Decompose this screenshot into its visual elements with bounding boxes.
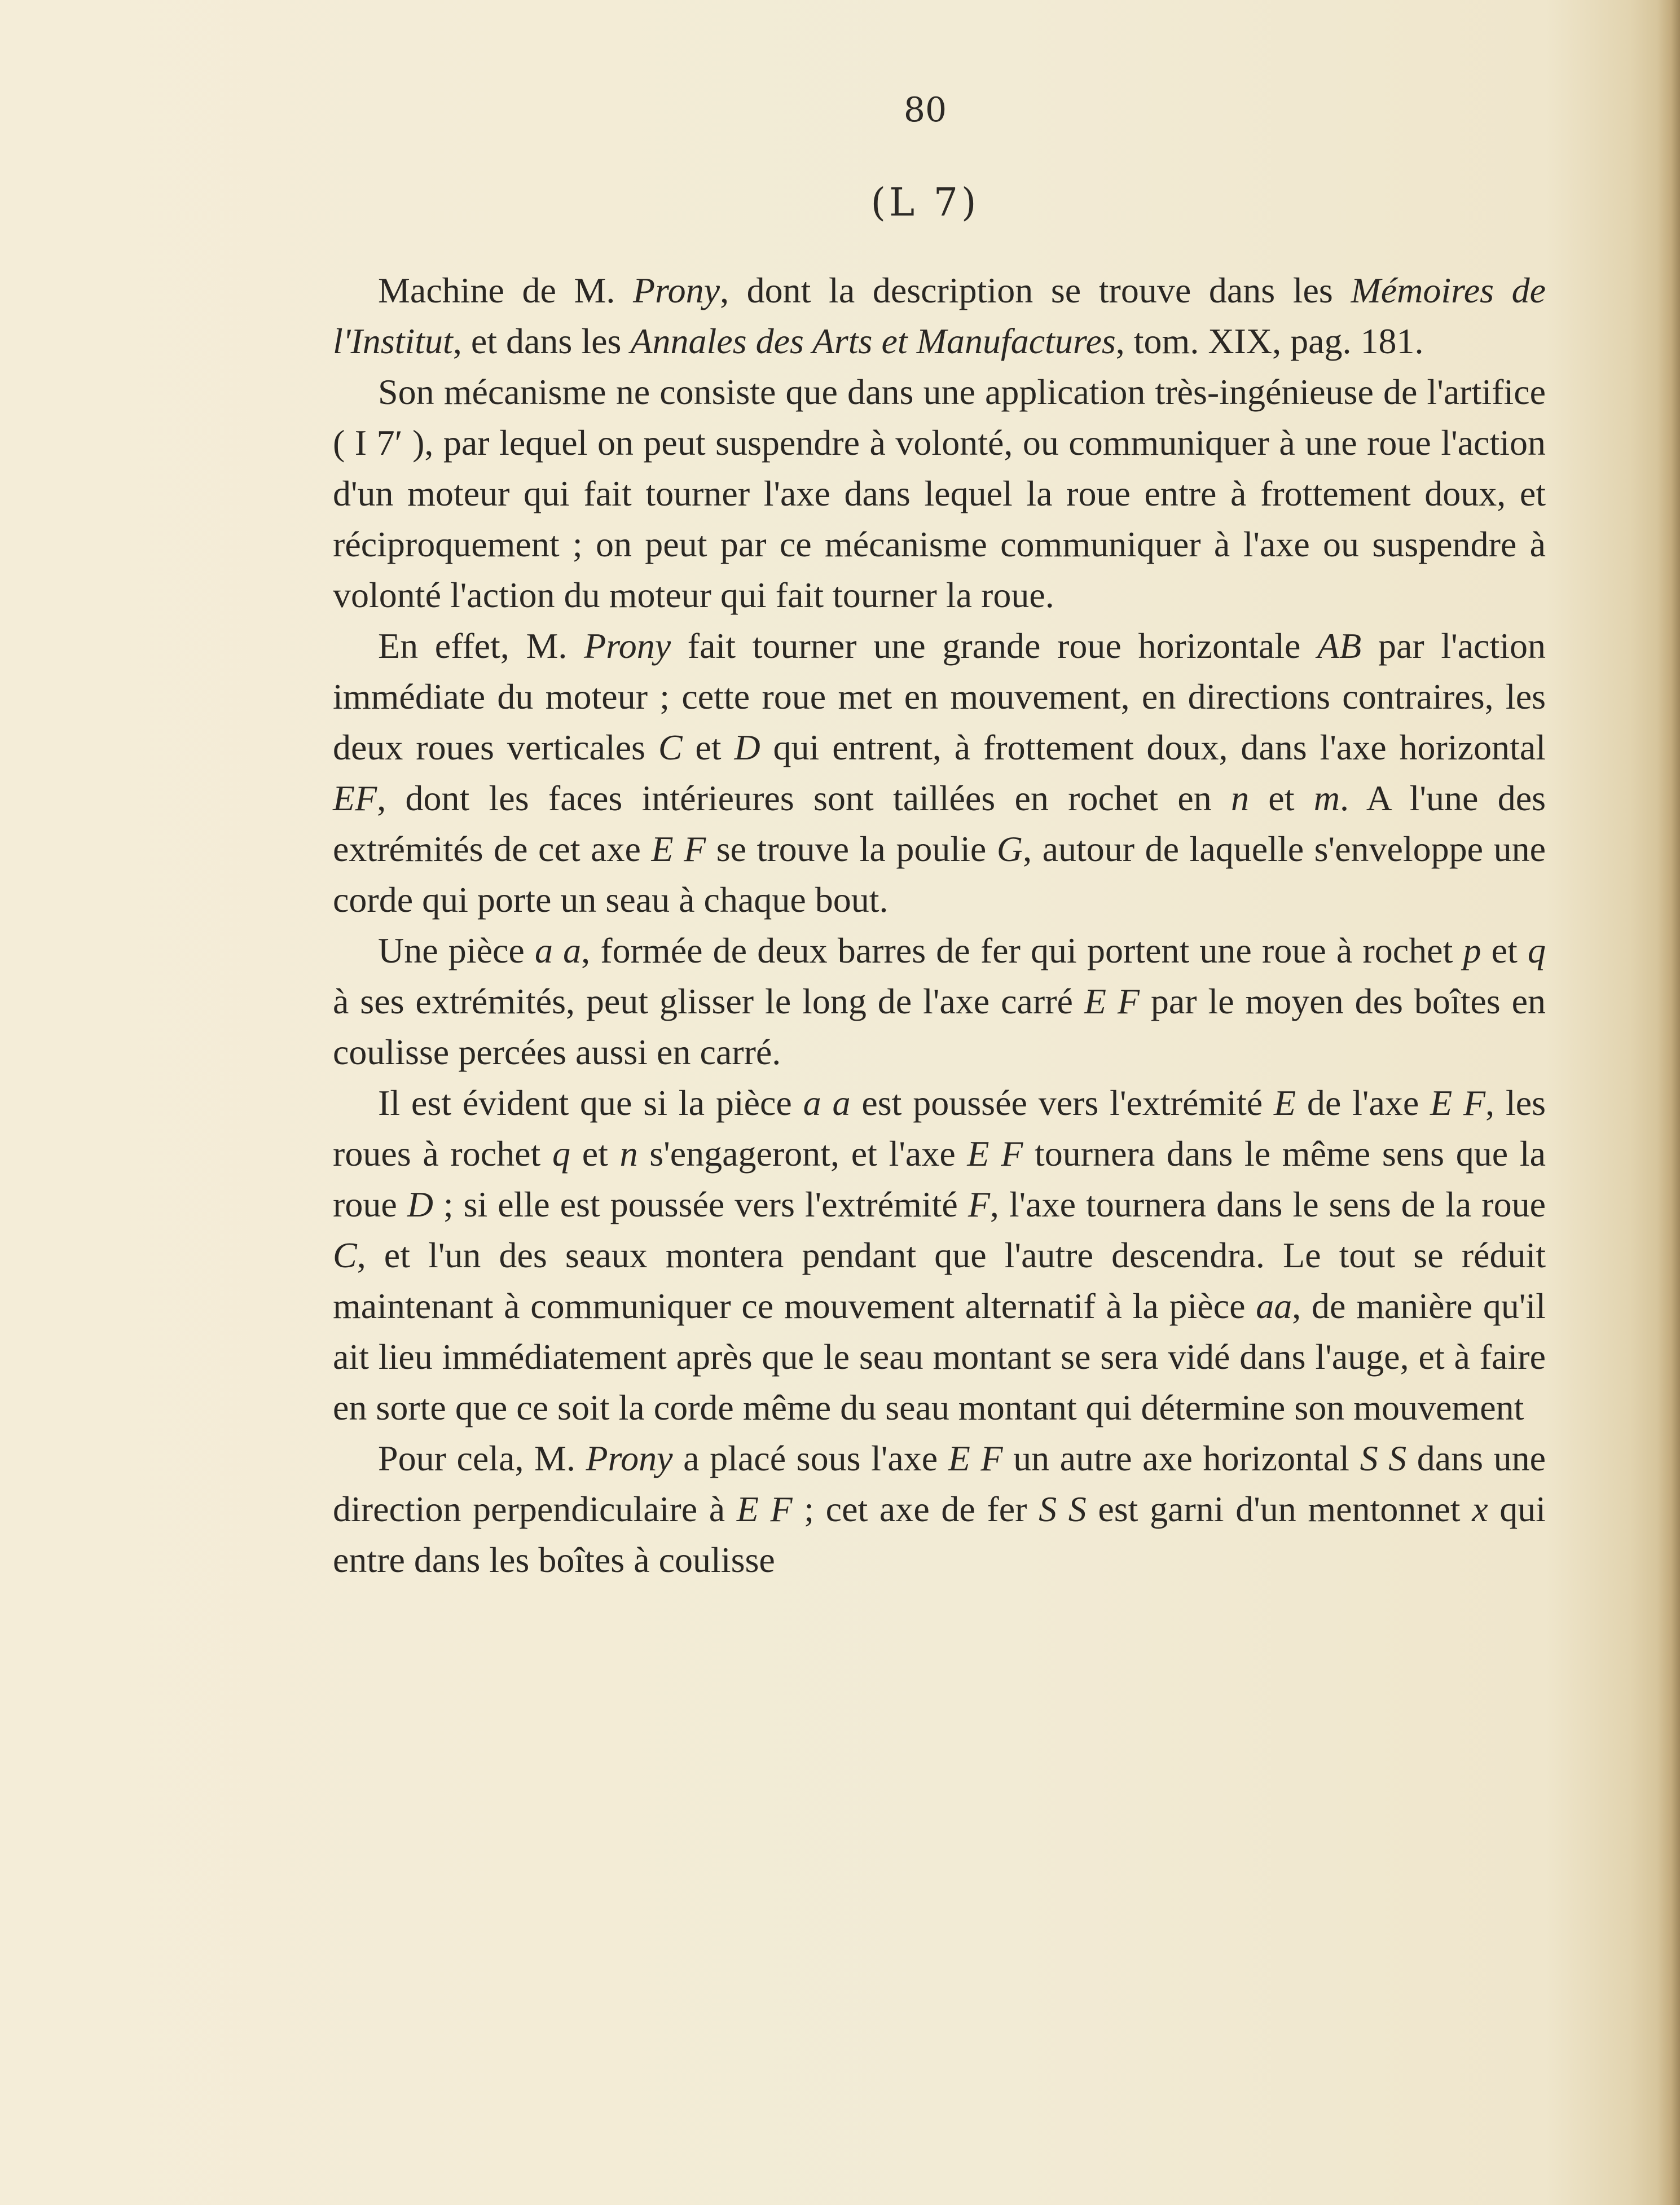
body-text [333,265,1546,1585]
text-run: de l'axe [1296,1083,1431,1123]
text-run: , les roues à rochet [333,1083,1546,1174]
paragraph [333,1078,1546,1433]
text-run: par l'action immédiate du moteur ; cette roue met en mouvement, en directions contraires, les deux roues verticales [333,626,1546,767]
italic-run: Mémoires de l'Institut [333,270,1546,361]
text-run: Machine de M. [378,270,634,310]
italic-run: q [1528,930,1546,970]
text-run: et [1481,930,1528,970]
italic-run: F [967,1184,990,1224]
italic-run: Annales des Arts et Manufactures [630,321,1116,361]
italic-run: a a [534,930,582,970]
text-run: ; cet axe de fer [792,1489,1039,1529]
text-run: est poussée vers l'extrémité [850,1083,1274,1123]
paragraph [333,265,1546,367]
text-run: . A l'une des extrémités de cet axe [333,778,1546,869]
italic-run: q [552,1134,571,1174]
text-run: , formée de deux barres de fer qui portent une roue à rochet [581,930,1463,970]
italic-run: E F [736,1489,793,1529]
italic-run: S S [1039,1489,1087,1529]
text-run: à ses extrémités, peut glisser le long de l'axe carré [333,981,1084,1021]
text-run: par le moyen des boîtes en coulisse percées aussi en carré. [333,981,1546,1072]
italic-run: E F [1430,1083,1486,1123]
text-run: , dont la description se trouve dans les [720,270,1351,310]
text-run: , dont les faces intérieures sont taillées en rochet en [377,778,1232,818]
text-run: Son mécanisme ne consiste que dans une application très-ingénieuse de l'artifice ( I 7′ ), par lequel on peut suspendre à volonté, ou communiquer à une roue l'action d'un moteur qui fait tourner l'axe dans lequel la roue entre à frottement doux, et réciproquement ; on peut par ce mécanisme communiquer à l'axe ou suspendre à volonté l'action du moteur qui fait tourner la roue. [333,372,1546,615]
text-run: qui entrent, à frottement doux, dans l'axe horizontal [760,727,1546,767]
text-run: , de manière qu'il ait lieu immédiatement après que le seau montant se sera vidé dans l'auge, et à faire en sorte que ce soit la corde même du seau montant qui détermine son mouvement [333,1286,1546,1427]
italic-run: a a [803,1083,851,1123]
text-run: Pour cela, M. [378,1438,586,1478]
text-run: Une pièce [378,930,535,970]
italic-run: m [1313,778,1340,818]
paragraph [333,925,1546,1078]
text-run: se trouve la poulie [706,829,997,869]
italic-run: n [1231,778,1250,818]
italic-run: D [734,727,760,767]
italic-run: n [619,1134,638,1174]
text-run: ; si elle est poussée vers l'extrémité [433,1184,968,1224]
page-edge-shadow [1657,0,1680,2205]
italic-run: AB [1317,626,1362,666]
italic-run: C [658,727,683,767]
text-run: a placé sous l'axe [672,1438,948,1478]
text-run: et [570,1134,620,1174]
italic-run: C [333,1235,357,1275]
paragraph [333,621,1546,925]
text-run: est garni d'un mentonnet [1086,1489,1472,1529]
italic-run: Prony [586,1438,673,1478]
italic-run: E F [1084,981,1140,1021]
italic-run: G [996,829,1023,869]
italic-run: E F [651,829,706,869]
text-run: En effet, M. [378,626,584,666]
text-run: , et l'un des seaux montera pendant que l'autre descendra. Le tout se réduit maintenant à communiquer ce mouvement alternatif à la pièce [333,1235,1546,1326]
text-run: et [682,727,735,767]
italic-run: E F [948,1438,1003,1478]
italic-run: p [1463,930,1481,970]
text-run: un autre axe horizontal [1002,1438,1360,1478]
text-run: tournera dans le même sens que la roue [333,1134,1546,1224]
text-run: , l'axe tournera dans le sens de la roue [989,1184,1546,1224]
text-run: s'engageront, et l'axe [637,1134,967,1174]
section-reference: (L 7) [870,181,980,225]
italic-run: D [407,1184,433,1224]
italic-run: EF [333,778,377,818]
paragraph [333,367,1546,621]
paragraph [333,1433,1546,1585]
page-number: 80 [903,90,947,130]
text-run: , tom. XIX, pag. 181. [1115,321,1424,361]
text-run: , et dans les [452,321,631,361]
italic-run: x [1472,1489,1488,1529]
text-run: , autour de laquelle s'enveloppe une corde qui porte un seau à chaque bout. [333,829,1546,920]
italic-run: Prony [633,270,720,310]
italic-run: E F [967,1134,1023,1174]
italic-run: S S [1360,1438,1407,1478]
italic-run: aa [1256,1286,1292,1326]
text-run: qui entre dans les boîtes à coulisse [333,1489,1546,1580]
italic-run: Prony [584,626,671,666]
text-run: et [1249,778,1314,818]
text-run: fait tourner une grande roue horizontale [671,626,1318,666]
italic-run: E [1273,1083,1296,1123]
text-run: Il est évident que si la pièce [378,1083,803,1123]
text-run: dans une direction perpendiculaire à [333,1438,1546,1529]
